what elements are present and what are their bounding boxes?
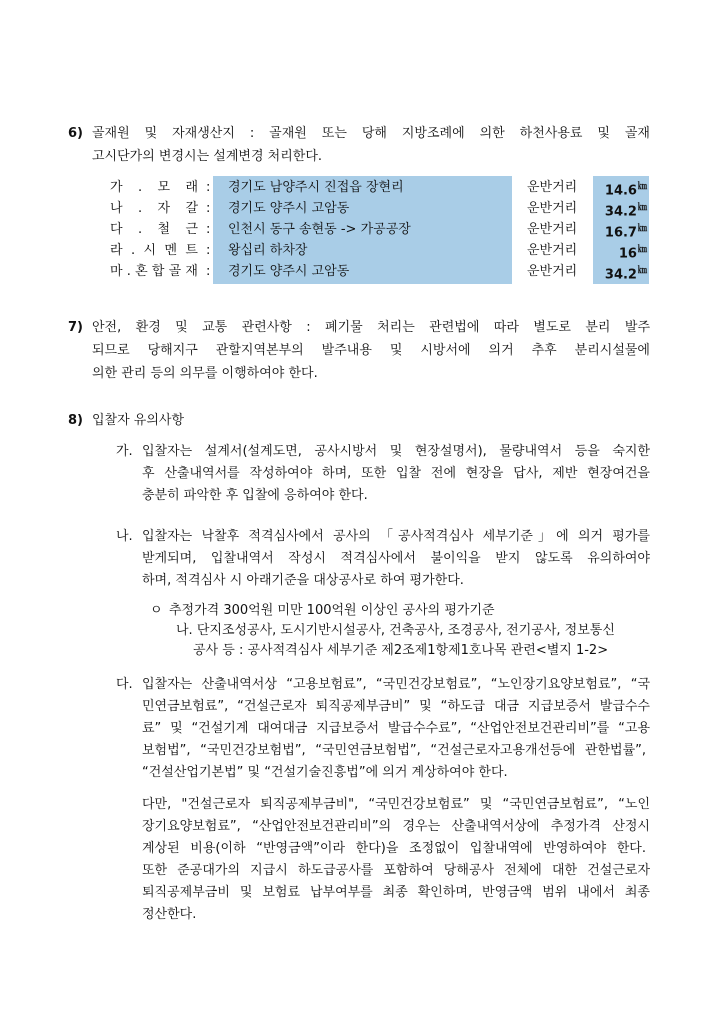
material-row-rebar <box>110 219 650 240</box>
material-row-cement <box>110 240 650 261</box>
material-label: 라 . 시 멘 트 <box>110 243 198 258</box>
colon: : <box>206 222 211 237</box>
distance-label: 운반거리 <box>527 180 578 195</box>
item-da-line-1: 입찰자는 산출내역서상 “고용보험료”, “국민건강보험료”, “노인장기요양보험료”, “국 <box>142 677 650 692</box>
material-row-mixed-aggregate <box>110 261 650 282</box>
item-da-para2-line-5: 퇴직공제부금비 및 보험료 납부여부를 최종 확인하며, 반영금액 범위 내에서 최종 <box>142 885 650 900</box>
distance-label: 운반거리 <box>527 264 578 279</box>
item-da-para2-line-4: 또한 준공대가의 지급시 하도급공사를 포함하여 당해공사 전체에 대한 건설근로자 <box>142 863 650 878</box>
item-da-para2-line-2: 장기요양보험료”, “산업안전보건관리비”의 경우는 산출내역서상에 추정가격 산정시 <box>142 819 650 834</box>
item-na-line-1: 입찰자는 낙찰후 적격심사에서 공사의 「공사적격심사 세부기준」에 의거 평가를 <box>142 529 650 544</box>
material-place: 왕십리 하차장 <box>228 243 308 258</box>
item-ga-marker: 가. <box>116 444 133 459</box>
section-8-title: 입찰자 유의사항 <box>92 413 185 428</box>
colon: : <box>206 180 211 195</box>
item-da-marker: 다. <box>116 677 133 692</box>
distance-label: 운반거리 <box>527 201 578 216</box>
item-ga-line-3: 충분히 파악한 후 입찰에 응하여야 한다. <box>142 488 368 503</box>
sub-line-1: 나. 단지조성공사, 도시기반시설공사, 건축공사, 조경공사, 전기공사, 정보통신 <box>176 623 615 638</box>
bullet-circle: ㅇ <box>150 603 163 618</box>
item-ga-line-1: 입찰자는 설계서(설계도면, 공사시방서 및 현장설명서), 물량내역서 등을 숙지한 <box>142 444 650 459</box>
material-place: 경기도 양주시 고암동 <box>228 264 350 279</box>
material-label: 다 . 철 근 <box>110 222 198 237</box>
distance-value: 34.2㎞ <box>604 266 647 283</box>
material-row-sand <box>110 177 650 198</box>
distance-value: 16㎞ <box>618 245 647 262</box>
item-na-line-2: 받게되며, 입찰내역서 작성시 적격심사에서 불이익을 받지 않도록 유의하여야 <box>142 551 650 566</box>
section-7-line-3: 의한 관리 등의 의무를 이행하여야 한다. <box>92 366 318 381</box>
section-6-line-1: 골재원 및 자재생산지 : 골재원 또는 당해 지방조례에 의한 하천사용료 및 골재 <box>92 126 650 141</box>
sub-line-2: 공사 등 : 공사적격심사 세부기준 제2조제1항제1호나목 관련<별지 1-2> <box>193 643 609 658</box>
section-8-number: 8) <box>68 413 83 428</box>
material-label: 가 . 모 래 <box>110 180 198 195</box>
material-place: 경기도 남양주시 진접읍 장현리 <box>228 180 404 195</box>
section-7-line-1: 안전, 환경 및 교통 관련사항 : 폐기물 처리는 관련법에 따라 별도로 분리 발주 <box>92 320 650 335</box>
section-6-number: 6) <box>68 126 83 141</box>
colon: : <box>206 243 211 258</box>
item-ga-line-2: 후 산출내역서를 작성하여야 하며, 또한 입찰 전에 현장을 답사, 제반 현장여건을 <box>142 466 650 481</box>
colon: : <box>206 201 211 216</box>
item-na-line-3: 하며, 적격심사 시 아래기준을 대상공사로 하여 평가한다. <box>142 573 464 588</box>
bullet-line: 추정가격 300억원 미만 100억원 이상인 공사의 평가기준 <box>169 603 495 618</box>
item-da-line-3: 료” 및 “건설기계 대여대금 지급보증서 발급수수료”, “산업안전보건관리비”를 “고용 <box>142 721 650 736</box>
item-da-para2-line-3: 계상된 비용(이하 “반영금액”이라 한다)을 조정없이 입찰내역에 반영하여야 한다. <box>142 841 646 856</box>
distance-label: 운반거리 <box>527 222 578 237</box>
material-place: 경기도 양주시 고암동 <box>228 201 350 216</box>
item-da-line-2: 민연금보험료”, “건설근로자 퇴직공제부금비” 및 “하도급 대금 지급보증서 발급수수 <box>142 699 650 714</box>
item-da-line-5: “건설산업기본법” 및 “건설기술진흥법”에 의거 계상하여야 한다. <box>142 765 508 780</box>
section-6-line-2: 고시단가의 변경시는 설계변경 처리한다. <box>92 149 323 164</box>
section-7-line-2: 되므로 당해지구 관할지역본부의 발주내용 및 시방서에 의거 추후 분리시설물에 <box>92 343 650 358</box>
distance-value: 34.2㎞ <box>604 203 647 220</box>
material-row-gravel <box>110 198 650 219</box>
item-na-marker: 나. <box>116 529 133 544</box>
distance-value: 16.7㎞ <box>604 224 647 241</box>
item-da-para2-line-6: 정산한다. <box>142 907 197 922</box>
distance-value: 14.6㎞ <box>604 182 647 199</box>
item-da-para2-line-1: 다만, "건설근로자 퇴직공제부금비", “국민건강보험료” 및 “국민연금보험료”, “노인 <box>142 797 650 812</box>
material-label: 마 . 혼 합 골 재 <box>110 264 198 279</box>
distance-label: 운반거리 <box>527 243 578 258</box>
section-7-number: 7) <box>68 320 83 335</box>
material-place: 인천시 동구 송현동 -> 가공공장 <box>228 222 411 237</box>
colon: : <box>206 264 211 279</box>
material-label: 나 . 자 갈 <box>110 201 198 216</box>
item-da-line-4: 보험법”, “국민건강보험법”, “국민연금보험법”, “건설근로자고용개선등에 관한법률”, <box>142 743 646 758</box>
